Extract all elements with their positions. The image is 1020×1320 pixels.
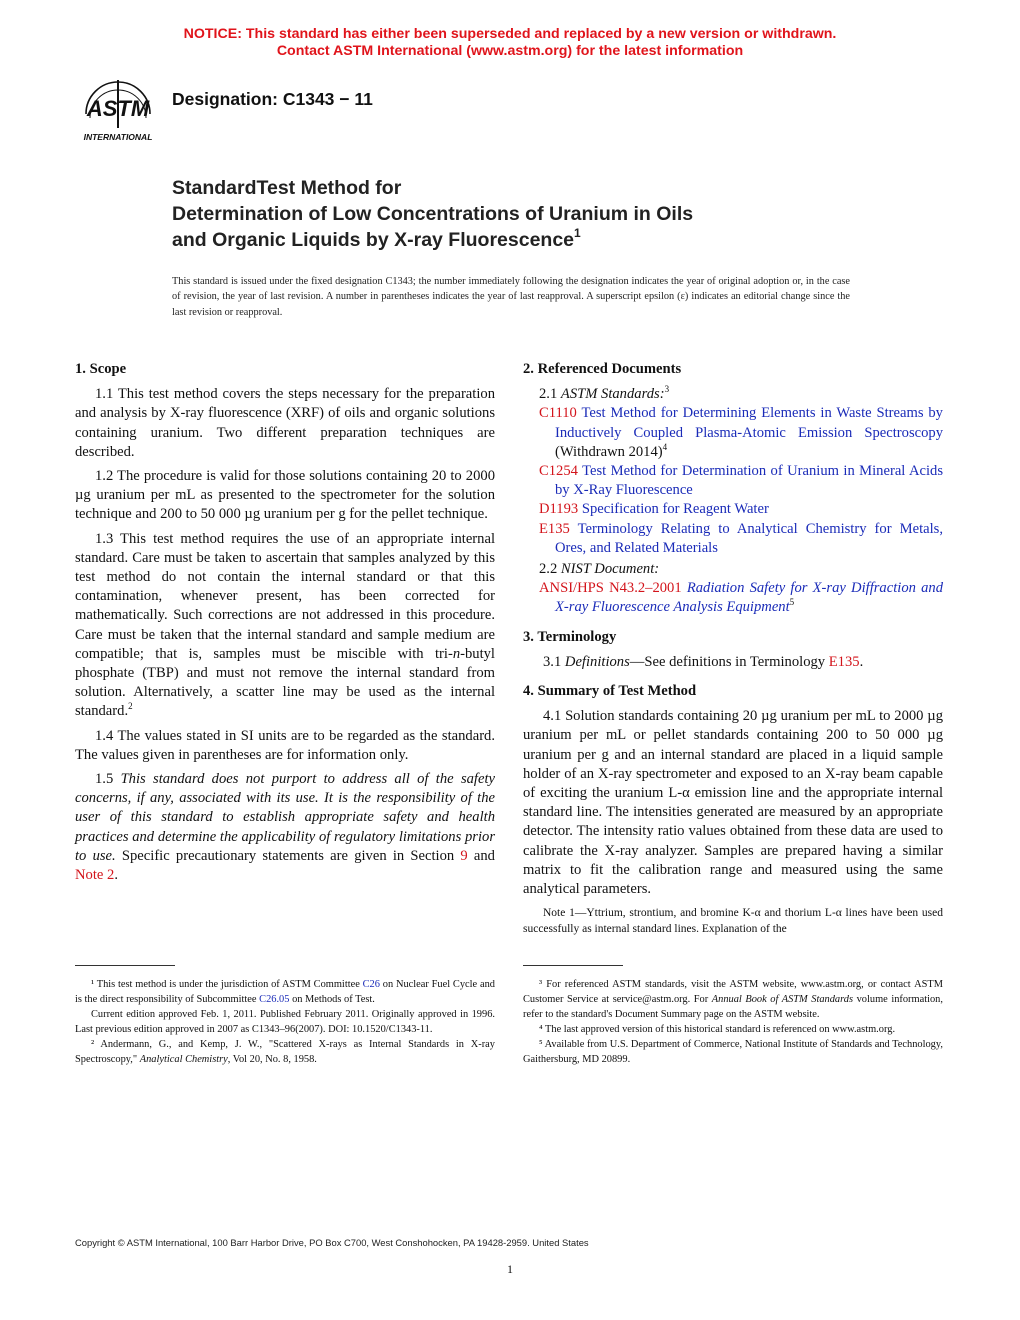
copyright: Copyright © ASTM International, 100 Barr Harbor Drive, PO Box C700, West Conshohocken, PA 19428-2959. United States <box>75 1237 589 1248</box>
section-heading-references: 2. Referenced Documents <box>523 361 682 377</box>
para-3-1: 3.1 Definitions—See definitions in Terminology E135. <box>543 653 864 670</box>
section-9-link[interactable]: 9 <box>460 847 468 864</box>
notice-line-1: NOTICE: This standard has either been superseded and replaced by a new version or withdrawn. <box>183 26 837 42</box>
footnote-rule-left <box>75 965 175 966</box>
ref-code-link[interactable]: E135 <box>539 520 570 537</box>
title-footnote-mark: 1 <box>574 226 581 240</box>
right-column <box>523 360 943 937</box>
title-line-2: Determination of Low Concentrations of Uranium in Oils <box>172 203 694 225</box>
designation: Designation: C1343 − 11 <box>172 89 373 109</box>
ref-ansi-hps: ANSI/HPS N43.2–2001 Radiation Safety for X-ray Diffraction and X-ray Fluorescence Analysis Equipment$^5$ <box>539 580 943 616</box>
footnote-5: ⁵ Available from U.S. Department of Commerce, National Institute of Standards and Technology, Gaithersburg, MD 20899. <box>523 1039 943 1066</box>
footnote-2: ² Andermann, G., and Kemp, J. W., "Scattered X-rays as Internal Standards in X-ray Spectroscopy," Analytical Chemistry, Vol 20, No. 8, 1958. <box>75 1039 495 1066</box>
para-1-1: 1.1 This test method covers the steps necessary for the preparation and analysis by X-ray fluorescence (XRF) of oils and organic solutions containing uranium. Two different preparation techniques are described. <box>75 386 495 460</box>
logo-wordmark: ASTM <box>86 96 150 121</box>
footnote-1-edition: Current edition approved Feb. 1, 2011. Published February 2011. Originally approved in 1996. Last previous edition approved in 2007 as C1343–96(2007). DOI: 10.1520/C1343-11. <box>75 1009 495 1036</box>
ref-code-link[interactable]: ANSI/HPS N43.2–2001 <box>539 580 682 597</box>
notice-line-2: Contact ASTM International (www.astm.org) for the latest information <box>276 43 744 59</box>
nist-document-label: 2.2 NIST Document: <box>539 561 660 578</box>
e135-link[interactable]: E135 <box>828 653 860 670</box>
ref-code-link[interactable]: D1193 <box>539 501 579 518</box>
page-number: 1 <box>507 1262 513 1276</box>
ref-title-link[interactable]: Specification for Reagent Water <box>581 501 769 518</box>
ref-c1110: C1110 Test Method for Determining Elements in Waste Streams by Inductively Coupled Plasma-Atomic Emission Spectroscopy (Withdrawn 2014)$^4$ <box>539 405 943 460</box>
section-heading-scope: 1. Scope <box>75 361 127 377</box>
withdrawal-notice <box>0 26 1020 60</box>
astm-standards-label: 2.1 ASTM Standards:$^3$ <box>539 384 670 403</box>
ref-d1193 <box>523 500 943 519</box>
footnote-rule-right <box>523 965 623 966</box>
ref-title-link[interactable]: Terminology Relating to Analytical Chemistry for Metals, Ores, and Related Materials <box>555 520 943 556</box>
issued-note: This standard is issued under the fixed designation C1343; the number immediately following the designation indicates the year of original adoption or, in the case of revision, the year of last revision. A number in parentheses indicates the year of last reapproval. A superscript epsilon (ε) indicates an editorial change since the last revision or reapproval. <box>172 276 850 318</box>
ref-title-link[interactable]: Test Method for Determination of Uranium in Mineral Acids by X-Ray Fluorescence <box>555 463 943 499</box>
section-heading-terminology: 3. Terminology <box>523 628 617 645</box>
note-1: Note 1—Yttrium, strontium, and bromine K-α and thorium L-α lines have been used successfully as internal standard lines. Explanation of the <box>523 907 943 936</box>
footnotes-left <box>75 977 495 1068</box>
astm-logo <box>74 74 164 144</box>
title-line-3: and Organic Liquids by X-ray Fluorescence <box>172 229 575 251</box>
ref-title-link[interactable]: Test Method for Determining Elements in Waste Streams by Inductively Coupled Plasma-Atomic Emission Spectroscopy <box>555 405 943 441</box>
section-heading-summary: 4. Summary of Test Method <box>523 683 697 700</box>
ref-e135 <box>523 520 943 558</box>
ref-c1254 <box>523 462 943 500</box>
para-1-4: 1.4 The values stated in SI units are to be regarded as the standard. The values given in parentheses are for information only. <box>75 727 495 763</box>
footnote-3: ³ For referenced ASTM standards, visit the ASTM website, www.astm.org, or contact ASTM Customer Service at service@astm.org. For Annual Book of ASTM Standards volume information, refer to the standard's Document Summary page on the ASTM website. <box>523 979 943 1021</box>
left-column <box>75 360 495 890</box>
note-2-link[interactable]: Note 2 <box>75 867 115 884</box>
para-1-5: 1.5 This standard does not purport to address all of the safety concerns, if any, associated with its use. It is the responsibility of the user of this standard to establish appropriate safety and health practices and determine the applicability of regulatory limitations prior to use. Specific precautionary statements are given in Section 9 and Note 2. <box>75 771 495 884</box>
footnote-1: ¹ This test method is under the jurisdiction of ASTM Committee C26 on Nuclear Fuel Cycle and is the direct responsibility of Subcommittee C26.05 on Methods of Test. <box>75 979 495 1006</box>
para-1-3: 1.3 This test method requires the use of an appropriate internal standard. Care must be taken to ascertain that samples analyzed by this test method do not contain the internal standard or that this contamination, whenever present, has been corrected for mathematically. Such corrections are not addressed in this procedure. Care must be taken that the internal standard and sample medium are compatible; that is, samples must be miscible with tri-n-butyl phosphate (TBP) and must not remove the internal standard from solution. Alternatively, a scatter line may be used as the internal standard.$^2$ <box>75 530 495 720</box>
logo-subtitle: INTERNATIONAL <box>83 132 153 142</box>
title-line-1: StandardTest Method for <box>172 177 402 199</box>
document-title <box>172 175 872 253</box>
para-4-1: 4.1 Solution standards containing 20 µg uranium per mL to 2000 µg uranium per mL or pellet standards containing 200 to 50 000 µg uranium per g and an internal standard are placed in a liquid sample holder of an X-ray spectrometer and exposed to an X-ray beam capable of exciting the uranium L-α emission line and the appropriate internal standard line. The intensities generated are measured by an appropriate detector. The intensity ratio values obtained from these data are used to calibrate the X-ray analyzer. Samples are prepared having a similar matrix to fit the calibration range and measured using the same analytical parameters. <box>523 708 943 898</box>
c26-link[interactable]: C26 <box>362 979 380 990</box>
ref-code-link[interactable]: C1110 <box>539 405 577 422</box>
footnote-4: ⁴ The last approved version of this historical standard is referenced on www.astm.org. <box>539 1024 896 1036</box>
c2605-link[interactable]: C26.05 <box>259 994 290 1006</box>
ref-title-link[interactable]: Radiation Safety for X-ray Diffraction and X-ray Fluorescence Analysis Equipment <box>555 580 943 616</box>
ref-code-link[interactable]: C1254 <box>539 463 578 480</box>
para-1-2: 1.2 The procedure is valid for those solutions containing 20 to 2000 µg uranium per mL as presented to the spectrometer for the solution technique and 200 to 50 000 µg uranium per g for the pellet technique. <box>75 468 495 523</box>
footnotes-right <box>523 977 943 1068</box>
